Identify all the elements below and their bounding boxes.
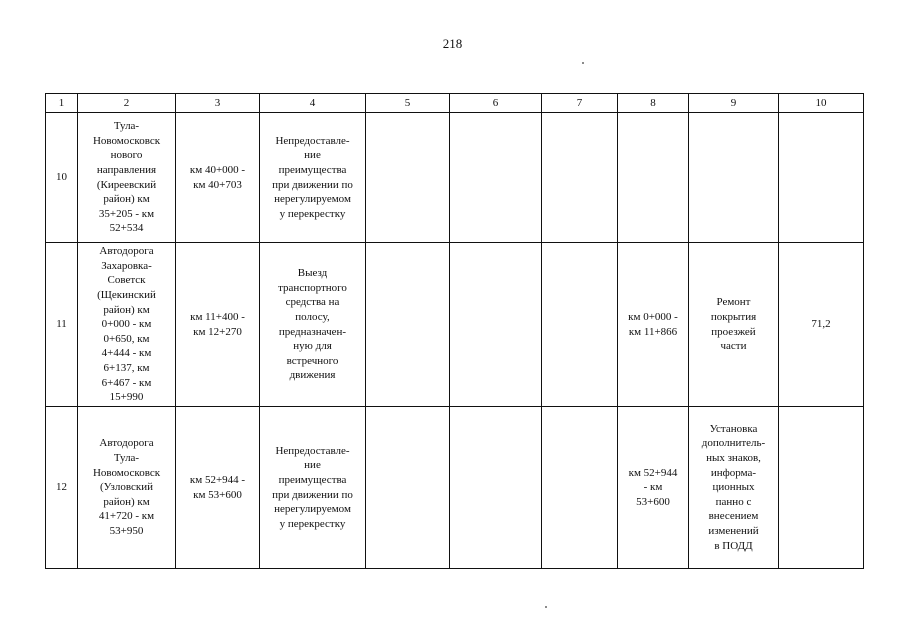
column-header: 5 xyxy=(366,94,450,113)
scan-speck xyxy=(545,606,547,608)
data-table xyxy=(45,93,864,569)
column-header: 1 xyxy=(46,94,78,113)
column-header: 7 xyxy=(542,94,618,113)
violation-cell: Непредоставле- ние преимущества при движении по нерегулируемом у перекрестку xyxy=(260,113,366,243)
table-cell-col10 xyxy=(779,407,864,569)
table-cell-col7 xyxy=(542,407,618,569)
table-cell-col10 xyxy=(779,113,864,243)
row-number-cell: 12 xyxy=(46,407,78,569)
table-cell-col10: 71,2 xyxy=(779,243,864,407)
table-cell-col5 xyxy=(366,407,450,569)
column-header: 4 xyxy=(260,94,366,113)
column-header: 3 xyxy=(176,94,260,113)
road-name-cell: Автодорога Захаровка- Советск (Щекинский район) км 0+000 - км 0+650, км 4+444 - км 6+137, км 6+467 - км 15+990 xyxy=(78,243,176,407)
table-cell-col6 xyxy=(450,407,542,569)
table-cell-col7 xyxy=(542,113,618,243)
table-cell-col7 xyxy=(542,243,618,407)
road-name-cell: Автодорога Тула- Новомосковск (Узловский район) км 41+720 - км 53+950 xyxy=(78,407,176,569)
violation-cell: Непредоставле- ние преимущества при движении по нерегулируемом у перекрестку xyxy=(260,407,366,569)
column-header: 2 xyxy=(78,94,176,113)
violation-cell: Выезд транспортного средства на полосу, предназначен- ную для встречного движения xyxy=(260,243,366,407)
table-cell-col9: Установка дополнитель- ных знаков, информа- ционных панно с внесением изменений в ПОДД xyxy=(689,407,779,569)
table-row xyxy=(46,407,864,569)
table-cell-col5 xyxy=(366,113,450,243)
table-cell-col6 xyxy=(450,243,542,407)
header-row xyxy=(46,94,864,113)
table-cell-col8: км 52+944 - км 53+600 xyxy=(618,407,689,569)
section-cell: км 11+400 - км 12+270 xyxy=(176,243,260,407)
column-header: 6 xyxy=(450,94,542,113)
page-number: 218 xyxy=(442,36,463,51)
table-cell-col9 xyxy=(689,113,779,243)
column-header: 9 xyxy=(689,94,779,113)
table-cell-col6 xyxy=(450,113,542,243)
table-row xyxy=(46,243,864,407)
table-row xyxy=(46,113,864,243)
table-cell-col8 xyxy=(618,113,689,243)
road-name-cell: Тула- Новомосковск нового направления (Киреевский район) км 35+205 - км 52+534 xyxy=(78,113,176,243)
row-number-cell: 11 xyxy=(46,243,78,407)
table-cell-col8: км 0+000 - км 11+866 xyxy=(618,243,689,407)
table-cell-col9: Ремонт покрытия проезжей части xyxy=(689,243,779,407)
row-number-cell: 10 xyxy=(46,113,78,243)
column-header: 10 xyxy=(779,94,864,113)
table-cell-col5 xyxy=(366,243,450,407)
section-cell: км 52+944 - км 53+600 xyxy=(176,407,260,569)
section-cell: км 40+000 - км 40+703 xyxy=(176,113,260,243)
scan-speck xyxy=(582,62,584,64)
column-header: 8 xyxy=(618,94,689,113)
